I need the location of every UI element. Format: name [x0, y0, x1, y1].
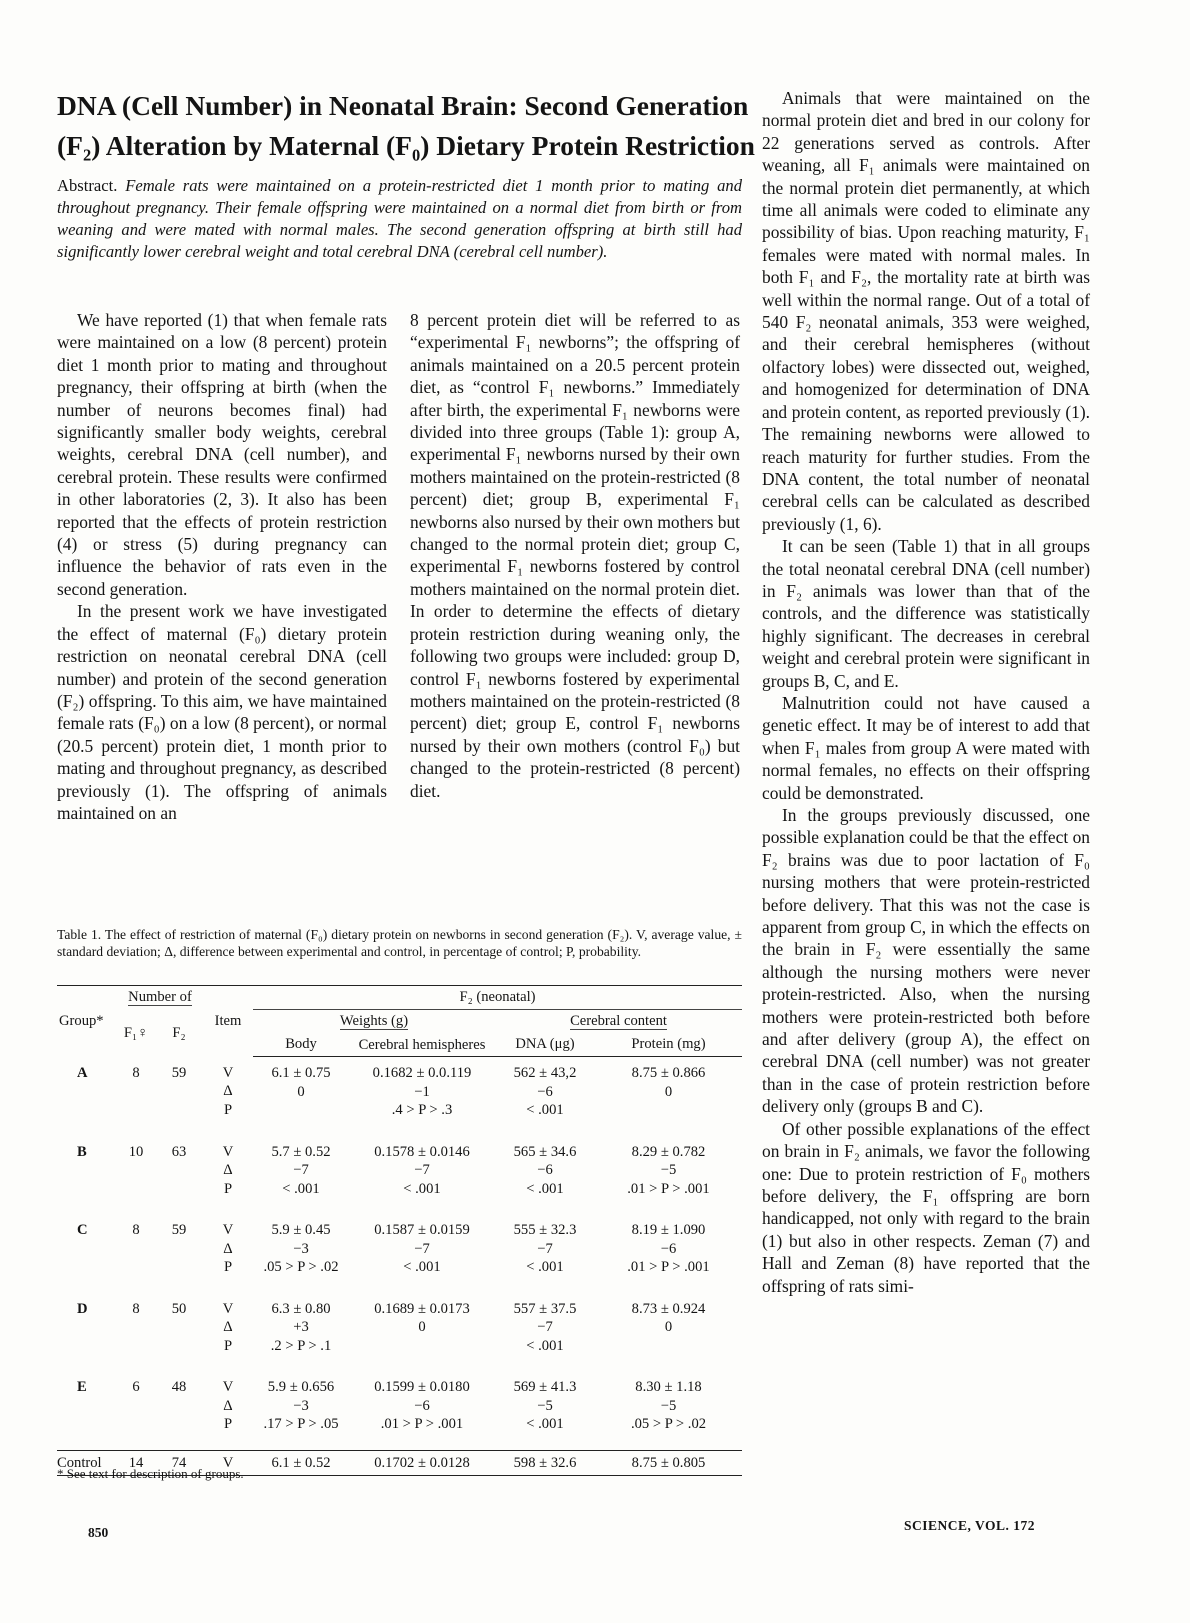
cell — [595, 1214, 742, 1293]
cell-line: −5 — [537, 1397, 553, 1414]
paragraph: 8 percent protein diet will be referred to as “experimental F₁ newborns”; the offspring of animals maintained on a 20.5 percent protein diet, as “control F₁ newborns.” Immediately after birth, the experimental F₁ newborns were divided into three groups (Table 1): group A, experimental F₁ newborns nursed by their own mothers maintained on the protein-restricted (8 percent) diet; group B, experimental F₁ newborns also nursed by their own mothers but changed to the normal protein diet; group C, experimental F₁ newborns fostered by control mothers maintained on the normal protein diet. In order to determine the effects of dietary protein restriction during weaning only, the following two groups were included: group D, control F₁ newborns fostered by experimental mothers maintained on the protein-restricted (8 percent) diet; group E, control F₁ newborns nursed by their own mothers (control F₀) but changed to the protein-restricted (8 percent) diet. — [410, 310, 740, 801]
cell-line: 8.73 ± 0.924 — [631, 1300, 706, 1317]
paragraph: Of other possible explanations of the effect on brain in F₂ animals, we favor the following one: Due to protein restriction of F₀ mothers before delivery, the F₁ offspring are born handicapped, not only with regard to the brain (1) but also in other respects. Zeman (7) and Hall and Zeman (8) have reported that the offspring of rats simi- — [762, 1118, 1090, 1296]
article-title: DNA (Cell Number) in Neonatal Brain: Second Generation (F₂) Alteration by Maternal (F₀) Dietary Protein Restriction — [57, 90, 755, 161]
cell-line: Δ — [223, 1240, 233, 1257]
abstract-text: Female rats were maintained on a protein-restricted diet 1 month prior to mating and throughout pregnancy. Their female offspring were maintained on a normal diet from birth or from weaning and were mated with normal males. The second generation offspring at birth still had significantly lower cerebral weight and total cerebral DNA (cerebral cell number). — [57, 176, 742, 261]
cell: A — [77, 1064, 88, 1081]
cell-line: −7 — [414, 1162, 430, 1178]
cell-line: V — [222, 1143, 234, 1160]
paragraph: It can be seen (Table 1) that in all groups the total neonatal cerebral DNA (cell number) in F₂ animals was lower than that of the controls, and the difference was statistically highly significant. The decreases in cerebral weight and cerebral protein were significant in groups B, C, and E. — [762, 536, 1090, 691]
header-weights-label: Weights (g) — [339, 1013, 409, 1029]
cell-line: −5 — [660, 1162, 677, 1178]
cell-line — [255, 1101, 347, 1120]
cell — [595, 1371, 742, 1450]
cell-line: P — [223, 1259, 233, 1275]
cell-line — [597, 1337, 740, 1356]
cell — [349, 1057, 495, 1136]
table-footnote: * See text for description of groups. — [57, 1466, 244, 1481]
header-cerebral-hemispheres: Cerebral hemispheres — [349, 1033, 495, 1057]
cell-line: V — [222, 1064, 234, 1081]
cell-line: 5.9 ± 0.45 — [271, 1222, 331, 1238]
cell-line: 5.7 ± 0.52 — [271, 1143, 331, 1160]
header-body: Body — [253, 1033, 349, 1057]
cell-line: < .001 — [526, 1102, 564, 1118]
cell-line: 0 — [418, 1319, 426, 1335]
page-number: 850 — [88, 1525, 109, 1540]
cell-line: < .001 — [526, 1416, 564, 1432]
cell-line: P — [223, 1337, 233, 1354]
cell-line: 569 ± 41.3 — [513, 1379, 577, 1395]
body-column-1 — [57, 309, 387, 824]
cell-line: Δ — [223, 1083, 233, 1099]
cell-line: .01 > P > .001 — [627, 1180, 710, 1197]
cell: 6.1 ± 0.52 — [253, 1450, 349, 1476]
header-dna: DNA (μg) — [495, 1033, 595, 1057]
cell — [253, 1371, 349, 1450]
cell — [203, 1293, 253, 1372]
cell-line: < .001 — [403, 1259, 441, 1275]
cell — [495, 1293, 595, 1372]
cell-line: V — [222, 1222, 234, 1238]
cell: 0.1702 ± 0.0128 — [349, 1450, 495, 1476]
cell: 6 — [132, 1379, 140, 1395]
header-group: Group* — [57, 986, 117, 1057]
header-f2-neonatal-label: F₂ (neonatal) — [459, 989, 536, 1005]
results-table — [57, 985, 742, 1476]
cell: V — [203, 1450, 253, 1476]
cell-line: 555 ± 32.3 — [513, 1222, 577, 1238]
cell-line: .05 > P > .02 — [630, 1416, 707, 1432]
cell-line: −3 — [293, 1240, 309, 1257]
cell-line: 8.29 ± 0.782 — [631, 1143, 706, 1160]
header-weights — [253, 1010, 495, 1034]
cell — [253, 1136, 349, 1215]
cell: 8 — [132, 1222, 140, 1238]
cell — [203, 1057, 253, 1136]
cell: D — [77, 1300, 88, 1317]
header-f2-neonatal — [253, 986, 742, 1010]
cell-line: 0 — [664, 1083, 673, 1100]
cell-line: V — [222, 1379, 234, 1395]
header-cerebral-content — [495, 1010, 742, 1034]
cell-line: +3 — [293, 1319, 309, 1335]
cell: 48 — [171, 1379, 187, 1395]
cell: 74 — [155, 1450, 203, 1476]
cell-line: P — [223, 1416, 233, 1432]
cell-line: .05 > P > .02 — [263, 1259, 339, 1275]
header-cerebral-content-label: Cerebral content — [570, 1013, 667, 1029]
cell-line: 0.1578 ± 0.0146 — [374, 1143, 470, 1160]
paragraph: In the present work we have investigated the effect of maternal (F₀) dietary protein restriction on neonatal cerebral DNA (cell number) and protein of the second generation (F₂) offspring. To this aim, we have maintained female rats (F₀) on a low (8 percent), or normal (20.5 percent) protein diet, 1 month prior to mating and throughout pregnancy, as described previously (1). The offspring of animals maintained on an — [57, 601, 387, 823]
header-number-of-label: Number of — [128, 989, 192, 1006]
control-label: Control — [57, 1450, 117, 1476]
table-row — [57, 1136, 742, 1215]
cell: C — [77, 1222, 88, 1238]
header-f1-female: F₁♀ — [123, 1024, 149, 1041]
cell-line: −6 — [537, 1083, 553, 1100]
cell-line: 8.75 ± 0.866 — [631, 1065, 706, 1081]
cell — [203, 1136, 253, 1215]
paragraph: In the groups previously discussed, one possible explanation could be that the effect on F₂ brains was due to poor lactation of F₀ nursing mothers that were protein-restricted before delivery. That this was not the case is apparent from group C, in which the effects on the brain in F₂ were essentially the same although the nursing mothers were never protein-restricted. Also, when the nursing mothers were protein-restricted both before and after delivery (group A), the effect on cerebral DNA (cell number) was not greater than in the case of protein restriction before delivery only (groups B and C). — [762, 805, 1090, 1117]
cell-line: .01 > P > .001 — [380, 1416, 464, 1432]
cell-line: V — [222, 1300, 234, 1317]
cell: 10 — [128, 1143, 144, 1160]
header-item: Item — [203, 986, 253, 1057]
cell — [495, 1057, 595, 1136]
cell — [495, 1136, 595, 1215]
cell: 63 — [171, 1143, 187, 1160]
table-row — [57, 1371, 742, 1450]
cell-line: Δ — [223, 1162, 233, 1178]
cell — [349, 1136, 495, 1215]
cell — [349, 1293, 495, 1372]
cell: 59 — [171, 1064, 187, 1081]
cell: 14 — [117, 1450, 155, 1476]
cell-line: 0.1682 ± 0.0.119 — [372, 1065, 472, 1081]
cell — [203, 1214, 253, 1293]
cell-line: 557 ± 37.5 — [513, 1300, 577, 1317]
cell-line: −7 — [537, 1240, 553, 1257]
cell — [595, 1293, 742, 1372]
cell-line: 6.1 ± 0.75 — [271, 1065, 331, 1081]
cell: 8 — [132, 1064, 140, 1081]
table-row — [57, 1293, 742, 1372]
cell — [595, 1136, 742, 1215]
cell-line: < .001 — [526, 1259, 564, 1275]
cell-line: Δ — [223, 1319, 233, 1335]
cell — [495, 1214, 595, 1293]
cell: 8.75 ± 0.805 — [595, 1450, 742, 1476]
cell-line: 0.1587 ± 0.0159 — [374, 1222, 470, 1238]
cell-line: −7 — [293, 1162, 309, 1178]
cell-line: −7 — [537, 1319, 553, 1335]
cell-line: < .001 — [526, 1180, 564, 1197]
cell-line: Δ — [223, 1397, 233, 1414]
cell: 8 — [132, 1300, 140, 1317]
body-column-2 — [410, 309, 740, 802]
cell — [253, 1057, 349, 1136]
cell-line: 565 ± 34.6 — [513, 1143, 577, 1160]
cell: E — [77, 1379, 87, 1395]
cell — [253, 1293, 349, 1372]
paragraph: Malnutrition could not have caused a genetic effect. It may be of interest to add that when F₁ males from group A were mated with normal females, no effects on their offspring could be demonstrated. — [762, 692, 1090, 803]
cell-line: P — [223, 1180, 233, 1197]
cell: 598 ± 32.6 — [495, 1450, 595, 1476]
body-column-3 — [762, 87, 1090, 1297]
table-row — [57, 1214, 742, 1293]
cell — [595, 1057, 742, 1136]
cell-line: 0.1689 ± 0.0173 — [374, 1300, 470, 1317]
table-row — [57, 1057, 742, 1136]
cell-line: < .001 — [403, 1180, 441, 1197]
cell-line: −5 — [660, 1397, 677, 1414]
abstract — [57, 175, 742, 263]
cell-line: 8.19 ± 1.090 — [631, 1222, 706, 1238]
cell-line: 562 ± 43,2 — [513, 1065, 577, 1081]
cell-line: .17 > P > .05 — [263, 1416, 339, 1432]
cell: 59 — [171, 1222, 187, 1238]
cell-line: .2 > P > .1 — [270, 1337, 332, 1354]
cell-line: 6.3 ± 0.80 — [271, 1300, 331, 1317]
cell: 50 — [171, 1300, 187, 1317]
cell — [495, 1371, 595, 1450]
cell-line: .4 > P > .3 — [391, 1102, 453, 1118]
cell-line: −6 — [537, 1162, 553, 1178]
cell-line: −6 — [414, 1397, 430, 1414]
cell-line: 5.9 ± 0.656 — [267, 1379, 335, 1395]
cell-line: 0 — [297, 1083, 305, 1100]
abstract-label: Abstract. — [57, 176, 118, 195]
cell-line: −7 — [414, 1240, 430, 1257]
cell — [349, 1214, 495, 1293]
paragraph: We have reported (1) that when female rats were maintained on a low (8 percent) protein diet 1 month prior to mating and throughout pregnancy, their offspring at birth (when the number of neurons becomes final) had significantly smaller body weights, cerebral weights, cerebral DNA (cell number), and cerebral protein. These results were confirmed in other laboratories (2, 3). It also has been reported that the effects of protein restriction (4) or stress (5) during pregnancy can influence the behavior of rats even in the second generation. — [57, 310, 387, 599]
cell-line: < .001 — [526, 1337, 564, 1354]
header-f2: F₂ — [172, 1024, 186, 1041]
cell — [253, 1214, 349, 1293]
journal-footer: SCIENCE, VOL. 172 — [904, 1518, 1036, 1533]
cell-line: −3 — [293, 1397, 309, 1414]
cell-line: 0.1599 ± 0.0180 — [374, 1379, 470, 1395]
paragraph: Animals that were maintained on the normal protein diet and bred in our colony for 22 generations served as controls. After weaning, all F₁ animals were maintained on the normal protein diet permanently, at which time all animals were coded to eliminate any possibility of bias. Upon reaching maturity, F₁ females were mated with normal males. In both F₁ and F₂, the mortality rate at birth was well within the normal range. Out of a total of 540 F₂ neonatal animals, 353 were weighed, and their cerebral hemispheres (without olfactory lobes) were dissected out, weighed, and homogenized for determination of DNA and protein content, as reported previously (1). The remaining newborns were allowed to reach maturity for further studies. From the DNA content, the total number of neonatal cerebral cells can be calculated as described previously (1, 6). — [762, 88, 1090, 534]
cell-line: −1 — [414, 1083, 430, 1100]
cell-line: 0 — [664, 1319, 673, 1335]
table-caption: Table 1. The effect of restriction of maternal (F₀) dietary protein on newborns in second generation (F₂). V, average value, ± standard deviation; Δ, difference between experimental and control, in percentage of control; P, probability. — [57, 927, 742, 959]
cell — [349, 1371, 495, 1450]
cell: B — [77, 1143, 87, 1160]
cell-line: P — [223, 1101, 233, 1118]
header-number-of — [117, 986, 203, 1010]
cell-line: < .001 — [282, 1180, 320, 1197]
cell-line — [597, 1101, 740, 1120]
cell — [203, 1371, 253, 1450]
cell-line: −6 — [660, 1240, 677, 1257]
header-protein: Protein (mg) — [595, 1033, 742, 1057]
cell-line: 8.30 ± 1.18 — [635, 1379, 702, 1395]
cell-line — [351, 1337, 493, 1356]
cell-line: .01 > P > .001 — [627, 1259, 710, 1275]
